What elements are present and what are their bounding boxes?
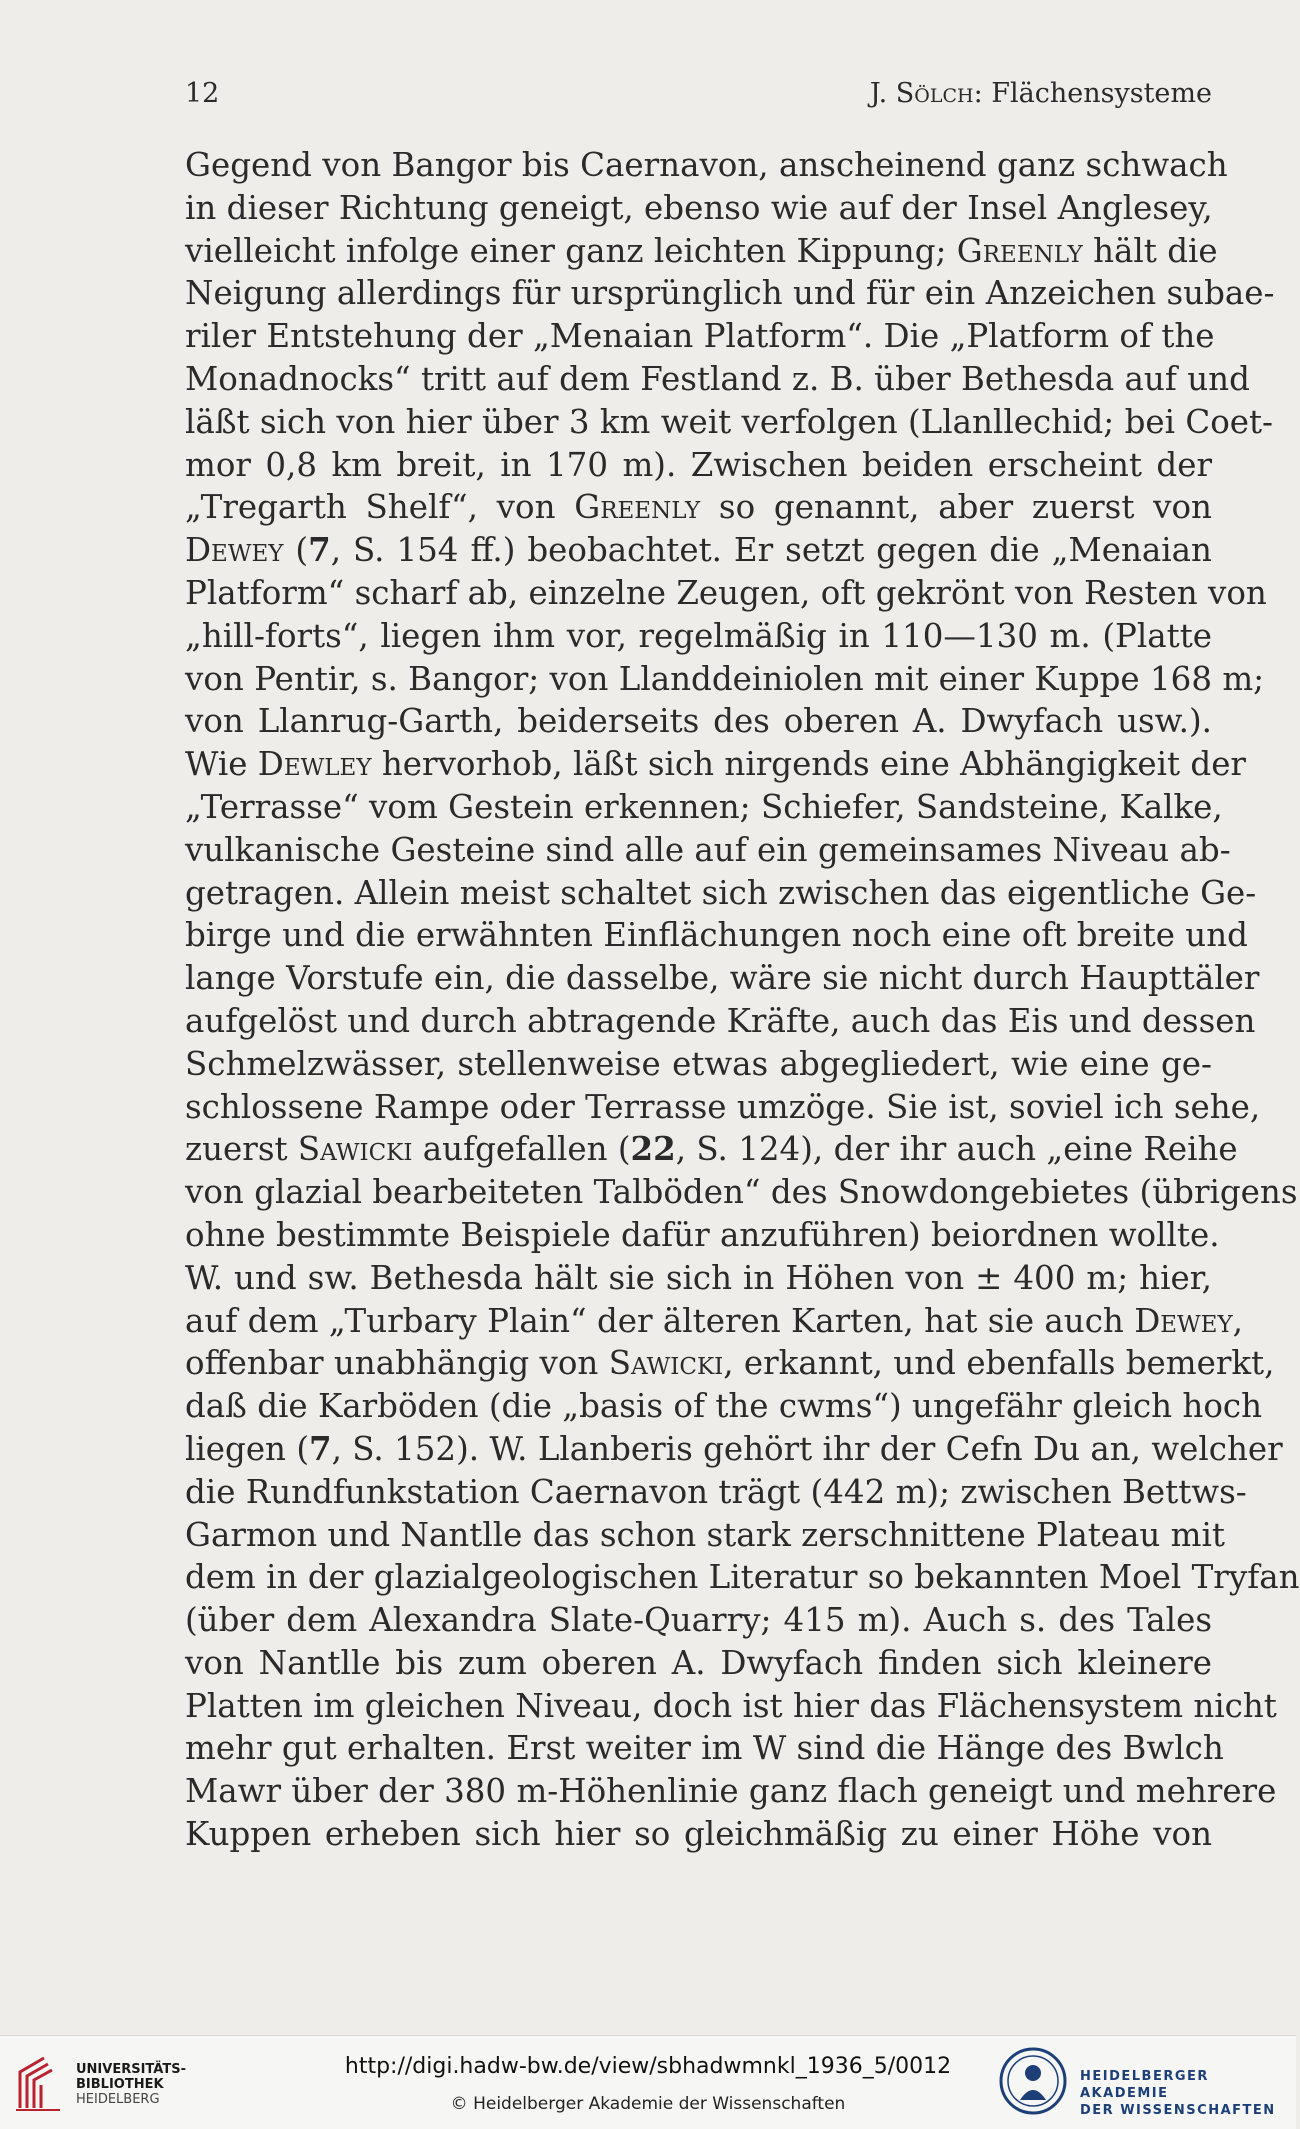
text-line bbox=[185, 230, 1218, 273]
text-segment: , S. 152). W. Llanberis gehört ihr der Cefn Du an, welcher bbox=[331, 1429, 1283, 1468]
text-segment: offenbar unabhängig von bbox=[185, 1344, 609, 1383]
text-line bbox=[185, 1642, 1212, 1685]
text-line bbox=[185, 743, 1246, 786]
footer-bar bbox=[0, 2035, 1296, 2129]
text-line bbox=[185, 1342, 1275, 1385]
text-segment: Platform“ scharf ab, einzelne Zeugen, oft gekrönt von Resten von bbox=[185, 573, 1267, 612]
permalink-url[interactable]: http://digi.hadw-bw.de/view/sbhadwmnkl_1936_5/0012 bbox=[344, 2054, 952, 2079]
text-segment: mehr gut erhalten. Erst weiter im W sind die Hänge des Bwlch bbox=[185, 1729, 1224, 1768]
text-line bbox=[185, 1685, 1277, 1728]
text-segment: hält die bbox=[1082, 231, 1218, 270]
text-line bbox=[185, 1385, 1263, 1428]
text-segment: riler Entstehung der „Menaian Platform“. Die „Platform of the bbox=[185, 317, 1215, 356]
text-line bbox=[185, 1171, 1298, 1214]
text-segment: W. und sw. Bethesda hält sie sich in Höhen von ± 400 m; hier, bbox=[185, 1258, 1212, 1297]
text-line bbox=[185, 1257, 1212, 1300]
text-line bbox=[185, 1000, 1256, 1043]
text-line bbox=[185, 872, 1257, 915]
text-segment: schlossene Rampe oder Terrasse umzöge. Sie ist, soviel ich sehe, bbox=[185, 1087, 1261, 1126]
author-name: Sawicki bbox=[608, 1344, 724, 1383]
text-segment: Garmon und Nantlle das schon stark zerschnittene Plateau mit bbox=[185, 1515, 1225, 1554]
text-line bbox=[185, 1514, 1225, 1557]
text-line bbox=[185, 1556, 1300, 1599]
text-segment: , S. 154 ff.) beobachtet. Er setzt gegen die „Menaian bbox=[330, 531, 1212, 570]
text-segment: so genannt, aber zuerst von bbox=[700, 488, 1212, 527]
running-title-author: Sölch bbox=[895, 78, 974, 109]
text-line bbox=[185, 1214, 1220, 1257]
text-segment: ohne bestimmte Beispiele dafür anzuführen) beiordnen wollte. bbox=[185, 1215, 1220, 1254]
text-segment: hervorhob, läßt sich nirgends eine Abhängigkeit der bbox=[371, 745, 1246, 784]
text-line bbox=[185, 658, 1265, 701]
text-segment: von Llanrug-Garth, beiderseits des oberen A. Dwyfach usw.). bbox=[185, 702, 1212, 741]
text-line bbox=[185, 444, 1212, 487]
body-text bbox=[185, 144, 1300, 1856]
text-segment: „Terrasse“ vom Gestein erkennen; Schiefer, Sandsteine, Kalke, bbox=[185, 787, 1223, 826]
text-segment: „hill-forts“, liegen ihm vor, regelmäßig in 110—130 m. (Platte bbox=[185, 616, 1212, 655]
text-segment: die Rundfunkstation Caernavon trägt (442 m); zwischen Bettws- bbox=[185, 1472, 1247, 1511]
text-segment: von Nantlle bis zum oberen A. Dwyfach finden sich kleinere bbox=[185, 1643, 1212, 1682]
text-segment: vielleicht infolge einer ganz leichten Kippung; bbox=[185, 231, 957, 270]
text-line bbox=[185, 1727, 1224, 1770]
text-segment: aufgefallen ( bbox=[412, 1130, 631, 1169]
text-segment: , S. 124), der ihr auch „eine Reihe bbox=[675, 1130, 1238, 1169]
text-line bbox=[185, 1599, 1212, 1642]
text-line bbox=[185, 1428, 1283, 1471]
text-segment: Wie bbox=[185, 745, 258, 784]
text-line bbox=[185, 1813, 1212, 1856]
reference-number: 7 bbox=[309, 1428, 332, 1468]
text-line bbox=[185, 829, 1231, 872]
text-line bbox=[185, 315, 1215, 358]
text-segment: daß die Karböden (die „basis of the cwms“) ungefähr gleich hoch bbox=[185, 1387, 1263, 1426]
text-segment: (über dem Alexandra Slate-Quarry; 415 m). Auch s. des Tales bbox=[185, 1601, 1212, 1640]
text-line bbox=[185, 615, 1212, 658]
text-segment: Mawr über der 380 m-Höhenlinie ganz flach geneigt und mehrere bbox=[185, 1772, 1277, 1811]
text-line bbox=[185, 144, 1228, 187]
text-line bbox=[185, 187, 1212, 230]
running-title-prefix: J. bbox=[869, 78, 896, 109]
text-segment: Neigung allerdings für ursprünglich und für ein Anzeichen subae- bbox=[185, 274, 1275, 313]
university-library-name: UNIVERSITÄTS- BIBLIOTHEK HEIDELBERG bbox=[76, 2062, 186, 2107]
text-line bbox=[185, 1471, 1247, 1514]
text-segment: Monadnocks“ tritt auf dem Festland z. B. über Bethesda auf und bbox=[185, 359, 1250, 398]
text-line bbox=[185, 401, 1274, 444]
academy-seal-icon[interactable] bbox=[998, 2046, 1068, 2116]
text-segment: zuerst bbox=[185, 1130, 298, 1169]
text-line bbox=[185, 358, 1250, 401]
text-segment: auf dem „Turbary Plain“ der älteren Karten, hat sie auch bbox=[185, 1301, 1135, 1340]
text-line bbox=[185, 786, 1223, 829]
text-segment: aufgelöst und durch abtragende Kräfte, auch das Eis und dessen bbox=[185, 1001, 1256, 1040]
text-segment: dem in der glazialgeologischen Literatur so bekannten Moel Tryfan bbox=[185, 1558, 1300, 1597]
text-segment: vulkanische Gesteine sind alle auf ein gemeinsames Niveau ab- bbox=[185, 830, 1231, 869]
text-segment: Platten im gleichen Niveau, doch ist hier das Flächensystem nicht bbox=[185, 1686, 1277, 1725]
text-line bbox=[185, 272, 1275, 315]
text-line bbox=[185, 1043, 1212, 1086]
text-segment: getragen. Allein meist schaltet sich zwischen das eigentliche Ge- bbox=[185, 873, 1257, 912]
copyright-notice: © Heidelberger Akademie der Wissenschaften bbox=[450, 2094, 846, 2114]
text-line bbox=[185, 1770, 1277, 1813]
text-segment: birge und die erwähnten Einflächungen noch eine oft breite und bbox=[185, 916, 1248, 955]
author-name: Dewley bbox=[257, 745, 372, 784]
reference-number: 7 bbox=[308, 530, 331, 570]
text-segment: mor 0,8 km breit, in 170 m). Zwischen beiden erscheint der bbox=[185, 445, 1212, 484]
text-line bbox=[185, 529, 1212, 572]
text-line bbox=[185, 1086, 1261, 1129]
text-segment: Schmelzwässer, stellenweise etwas abgegliedert, wie eine ge- bbox=[185, 1044, 1212, 1083]
text-line bbox=[185, 914, 1248, 957]
text-segment: von glazial bearbeiteten Talböden“ des Snowdongebietes (übrigens bbox=[185, 1173, 1298, 1212]
text-segment: läßt sich von hier über 3 km weit verfolgen (Llanllechid; bei Coet- bbox=[185, 402, 1274, 441]
text-segment: Kuppen erheben sich hier so gleichmäßig zu einer Höhe von bbox=[185, 1815, 1212, 1854]
running-title bbox=[870, 78, 1212, 109]
text-segment: , bbox=[1232, 1301, 1243, 1340]
text-segment: ( bbox=[283, 531, 309, 570]
author-name: Greenly bbox=[574, 488, 701, 527]
page-number: 12 bbox=[185, 78, 220, 109]
author-name: Dewey bbox=[1134, 1301, 1233, 1340]
text-line bbox=[185, 572, 1267, 615]
text-line bbox=[185, 1128, 1238, 1171]
author-name: Greenly bbox=[956, 231, 1083, 270]
text-segment: , erkannt, und ebenfalls bemerkt, bbox=[723, 1344, 1275, 1383]
author-name: Sawicki bbox=[297, 1130, 413, 1169]
author-name: Dewey bbox=[185, 531, 284, 570]
text-line bbox=[185, 1300, 1243, 1343]
academy-name: HEIDELBERGER AKADEMIE DER WISSENSCHAFTEN bbox=[1080, 2069, 1276, 2118]
text-segment: in dieser Richtung geneigt, ebenso wie auf der Insel Anglesey, bbox=[185, 188, 1213, 227]
running-title-rest: : Flächensysteme bbox=[973, 78, 1212, 109]
text-segment: „Tregarth Shelf“, von bbox=[185, 488, 575, 527]
text-segment: Gegend von Bangor bis Caernavon, anscheinend ganz schwach bbox=[185, 146, 1228, 184]
page-header bbox=[185, 78, 1212, 118]
text-segment: liegen ( bbox=[185, 1429, 310, 1468]
text-segment: lange Vorstufe ein, die dasselbe, wäre sie nicht durch Haupttäler bbox=[185, 959, 1260, 998]
text-segment: von Pentir, s. Bangor; von Llanddeiniolen mit einer Kuppe 168 m; bbox=[185, 659, 1265, 698]
reference-number: 22 bbox=[630, 1129, 676, 1169]
text-line bbox=[185, 700, 1212, 743]
text-line bbox=[185, 957, 1260, 1000]
text-line bbox=[185, 486, 1212, 529]
